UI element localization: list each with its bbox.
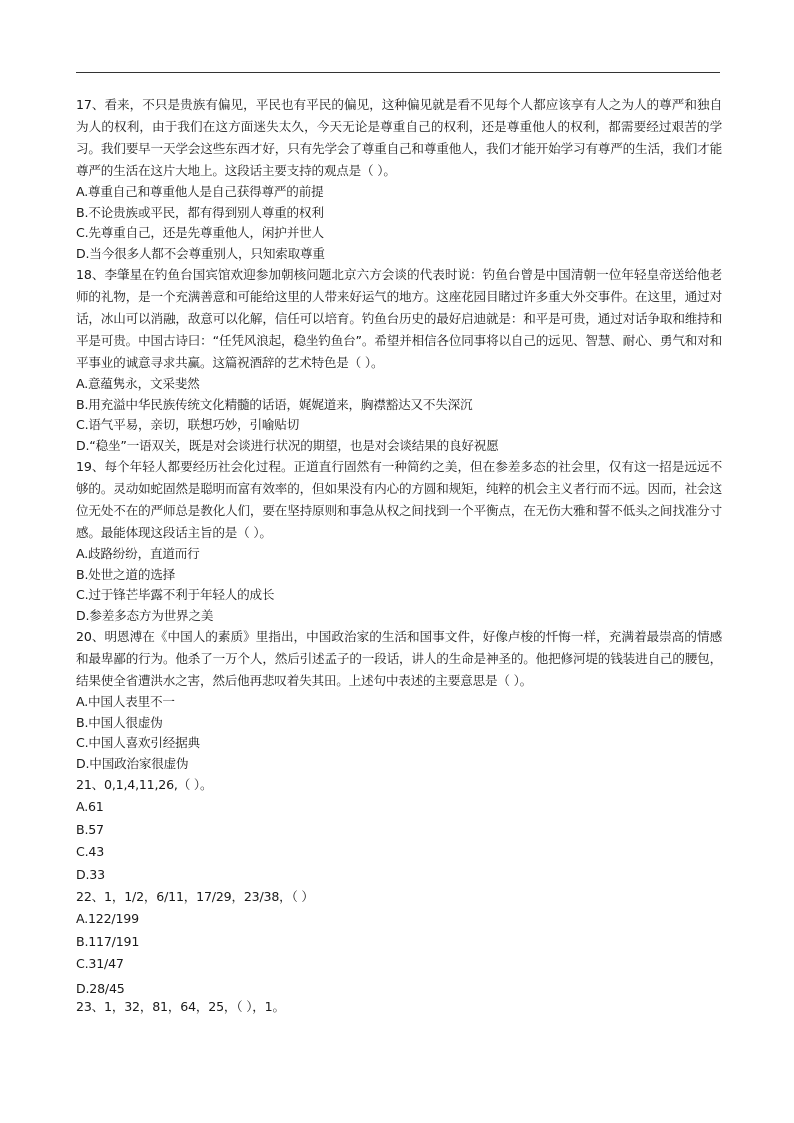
option-d: D.28/45 [76, 980, 125, 996]
question-17 [76, 94, 722, 264]
option-a: A.尊重自己和尊重他人是自己获得尊严的前提 [76, 184, 324, 199]
option-b: B.57 [76, 821, 104, 837]
option-b: B.处世之道的选择 [76, 566, 175, 582]
question-stem: 22、1，1/2，6/11，17/29，23/38，（ ） [76, 889, 314, 904]
question-stem: 18、李肇星在钓鱼台国宾馆欢迎参加朝核问题北京六方会谈的代表时说：钓鱼台曾是中国清朝一位年轻皇帝送给他老师的礼物，是一个充满善意和可能给这里的人带来好运气的地方。这座花园目睹过许多重大外交事件。在这里，通过对话，冰山可以消融，敌意可以化解，信任可以培育。钓鱼台历史的最好启迪就是：和平是可贵，通过对话争取和维持和平是可贵。中国古诗曰：“任凭风浪起，稳坐钓鱼台”。希望并相信各位同事将以自己的远见、智慧、耐心、勇气和对和平事业的诚意寻求共赢。这篇祝酒辞的艺术特色是（ ）。 [76, 267, 722, 370]
option-d: D.“稳坐”一语双关，既是对会谈进行状况的期望，也是对会谈结果的良好祝愿 [76, 437, 499, 453]
option-c: C.先尊重自己，还是先尊重他人，闲护并世人 [76, 225, 324, 240]
question-21 [76, 774, 722, 886]
option-b: B.117/191 [76, 933, 140, 949]
option-a: A.意蕴隽永，文采斐然 [76, 376, 200, 391]
question-stem: 19、每个年轻人都要经历社会化过程。正道直行固然有一种简约之美，但在参差多态的社会里，仅有这一招是远远不够的。灵动如蛇固然是聪明而富有效率的，但如果没有内心的方圆和规矩，纯粹的机会主义者行而不远。因而，社会这位无处不在的严师总是教化人们，要在坚持原则和事急从权之间找到一个平衡点，在无伤大雅和誓不低头之间找准分寸感。最能体现这段话主旨的是（ ）。 [76, 459, 722, 540]
option-c: C.中国人喜欢引经据典 [76, 735, 200, 750]
question-20 [76, 626, 722, 774]
option-a: A.中国人表里不一 [76, 694, 175, 709]
option-a: A.122/199 [76, 911, 139, 926]
option-b: B.不论贵族或平民，都有得到别人尊重的权利 [76, 204, 324, 220]
option-c: C.过于锋芒毕露不利于年轻人的成长 [76, 587, 275, 602]
question-stem: 17、看来，不只是贵族有偏见，平民也有平民的偏见，这种偏见就是看不见每个人都应该享有人之为人的尊严和独自为人的权利，由于我们在这方面迷失太久，今天无论是尊重自己的权利，还是尊重他人的权利，都需要经过艰苦的学习。我们要早一天学会这些东西才好，只有先学会了尊重自己和尊重他人，我们才能开始学习有尊严的生活，我们才能尊严的生活在这片大地上。这段话主要支持的观点是（ ）。 [76, 97, 722, 178]
option-a: A.61 [76, 799, 104, 814]
option-c: C.语气平易，亲切，联想巧妙，引喻贴切 [76, 417, 300, 432]
question-stem: 23、1，32，81，64，25，（ ），1。 [76, 998, 285, 1014]
question-list [76, 94, 722, 1016]
question-19 [76, 456, 722, 626]
option-c: C.43 [76, 844, 105, 859]
question-stem: 20、明恩溥在《中国人的素质》里指出，中国政治家的生活和国事文件，好像卢梭的忏悔一样，充满着最崇高的情感和最卑鄙的行为。他杀了一万个人，然后引述孟子的一段话，讲人的生命是神圣的。他把修河堤的钱装进自己的腰包，结果使全省遭洪水之害，然后他再悲叹着失其田。上述句中表述的主要意思是（ ）。 [76, 629, 722, 688]
question-23 [76, 998, 722, 1016]
option-d: D.当今很多人都不会尊重别人，只知索取尊重 [76, 245, 325, 261]
question-22 [76, 886, 722, 996]
option-a: A.歧路纷纷，直道而行 [76, 546, 200, 561]
header-rule [76, 72, 720, 73]
question-stem: 21、0,1,4,11,26,（ ）。 [76, 777, 213, 792]
option-d: D.参差多态方为世界之美 [76, 607, 214, 623]
option-d: D.中国政治家很虚伪 [76, 755, 189, 771]
option-d: D.33 [76, 866, 105, 882]
option-b: B.中国人很虚伪 [76, 714, 163, 730]
question-18 [76, 264, 722, 456]
option-c: C.31/47 [76, 956, 124, 971]
option-b: B.用充溢中华民族传统文化精髓的话语，娓娓道来，胸襟豁达又不失深沉 [76, 396, 473, 412]
